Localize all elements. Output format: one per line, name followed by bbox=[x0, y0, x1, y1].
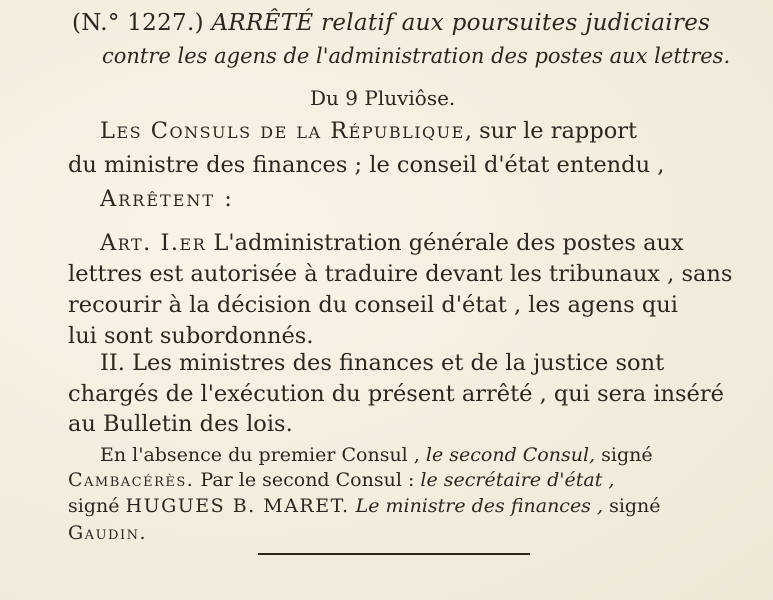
article-2-line-3: au Bulletin des lois. bbox=[68, 411, 293, 437]
decree-title: ARRÊTÉ relatif aux poursuites judiciaires bbox=[211, 10, 711, 36]
preamble-line-2: du ministre des finances ; le conseil d'état entendu , bbox=[68, 152, 665, 178]
article-1-line-1-rest: L'administration générale des postes aux bbox=[206, 230, 684, 256]
signature-line-3 bbox=[68, 495, 661, 517]
signature-3-end: signé bbox=[603, 495, 661, 517]
gaudin-name: Gaudin. bbox=[68, 522, 147, 544]
signature-2-plain: Par le second Consul : bbox=[194, 469, 415, 491]
decree-number: (N.° 1227.) bbox=[72, 10, 204, 36]
cambaceres-name: Cambacérès. bbox=[68, 469, 195, 491]
article-1-line-2: lettres est autorisée à traduire devant les tribunaux , sans bbox=[68, 261, 733, 287]
closing-rule bbox=[258, 553, 530, 555]
article-1-label: Art. I.er bbox=[100, 230, 207, 256]
article-1-line-1 bbox=[100, 230, 684, 256]
article-2-line-1: II. Les ministres des finances et de la justice sont bbox=[100, 350, 665, 376]
article-1-line-4: lui sont subordonnés. bbox=[68, 323, 314, 349]
signature-3-plain: signé bbox=[68, 495, 126, 517]
signature-line-1 bbox=[100, 444, 653, 466]
article-2-line-2: chargés de l'exécution du présent arrêté , qui sera inséré bbox=[68, 381, 724, 407]
article-1-line-3: recourir à la décision du conseil d'état , les agens qui bbox=[68, 292, 678, 318]
arretent-heading: Arrêtent : bbox=[100, 186, 234, 212]
maret-name: HUGUES B. MARET. bbox=[125, 495, 350, 517]
signature-3-italic: Le ministre des finances , bbox=[349, 495, 604, 517]
signature-1-italic: le second Consul, bbox=[425, 444, 596, 466]
signature-1-plain: En l'absence du premier Consul , bbox=[100, 444, 420, 466]
signature-2-italic: le secrétaire d'état , bbox=[414, 469, 615, 491]
preamble-line-1-rest: , sur le rapport bbox=[464, 118, 638, 144]
signature-1-end: signé bbox=[595, 444, 653, 466]
signature-line-2 bbox=[68, 469, 614, 491]
decree-title-line-2: contre les agens de l'administration des postes aux lettres. bbox=[102, 44, 731, 68]
preamble-line-1 bbox=[100, 118, 637, 144]
decree-title-line-1 bbox=[72, 10, 710, 36]
decree-date: Du 9 Pluviôse. bbox=[310, 86, 456, 110]
consuls-heading: Les Consuls de la République bbox=[100, 118, 465, 144]
